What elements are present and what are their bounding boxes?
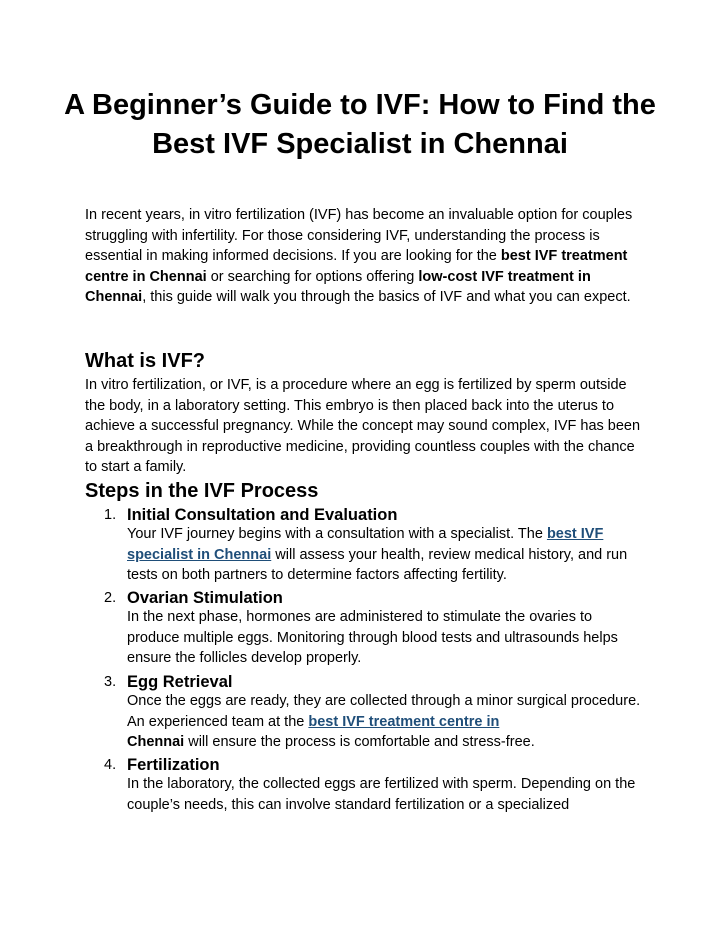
step-title: Ovarian Stimulation (127, 589, 283, 607)
step-body-text: will assess your health, review medical history, and run tests on both partners to determine factors affecting fertility. (127, 546, 628, 584)
step-number: 1. (104, 507, 117, 523)
what-is-ivf-heading: What is IVF? (85, 350, 205, 372)
step-body-text: will ensure the process is comfortable and stress-free. (184, 734, 535, 751)
best-ivf-specialist-link[interactable]: best IVF specialist in Chennai (127, 526, 604, 563)
step-title: Initial Consultation and Evaluation (127, 506, 398, 524)
step-number: 2. (104, 590, 117, 606)
page-title: A Beginner’s Guide to IVF: How to Find the Best IVF Specialist in Chennai (64, 89, 656, 160)
step-title: Fertilization (127, 756, 220, 774)
intro-paragraph (85, 205, 645, 308)
step-body (127, 691, 642, 753)
step-body: In the laboratory, the collected eggs are fertilized with sperm. Depending on the couple’s needs, this can involve standard fertilization or a specialized (127, 776, 636, 813)
intro-text-2: or searching for options offering (206, 268, 419, 285)
what-is-ivf-paragraph: In vitro fertilization, or IVF, is a procedure where an egg is fertilized by sperm outside the body, in a laboratory setting. This embryo is then placed back into the uterus to achieve a successful pregnancy. While the concept may sound complex, IVF has been a breakthrough in reproductive medicine, providing countless couples with the chance to start a family. (85, 377, 641, 476)
step-body: In the next phase, hormones are administered to stimulate the ovaries to produce multiple eggs. Monitoring through blood tests and ultrasounds helps ensure the follicles develop properly. (127, 609, 618, 667)
step-body-bold: Chennai (127, 734, 185, 751)
step-body-text: Your IVF journey begins with a consultation with a specialist. The (127, 526, 547, 542)
step-body-text: Once the eggs are ready, they are collected through a minor surgical procedure. An experienced team at the (127, 693, 641, 730)
intro-bold-keyword-2: low-cost IVF treatment in Chennai (85, 268, 591, 306)
step-title: Egg Retrieval (127, 673, 233, 691)
step-number: 4. (104, 757, 117, 773)
intro-bold-keyword-1: best IVF treatment centre in Chennai (85, 248, 628, 285)
best-ivf-treatment-centre-link[interactable]: best IVF treatment centre in (308, 713, 500, 730)
steps-heading: Steps in the IVF Process (85, 480, 319, 502)
step-number: 3. (104, 674, 117, 690)
step-body (127, 524, 642, 586)
intro-text-1: In recent years, in vitro fertilization (IVF) has become an invaluable option for couples struggling with infertility. For those considering IVF, understanding the process is essential in making informed decisions. If you are looking for the (85, 207, 633, 265)
intro-text-3: , this guide will walk you through the basics of IVF and what you can expect. (142, 289, 631, 306)
